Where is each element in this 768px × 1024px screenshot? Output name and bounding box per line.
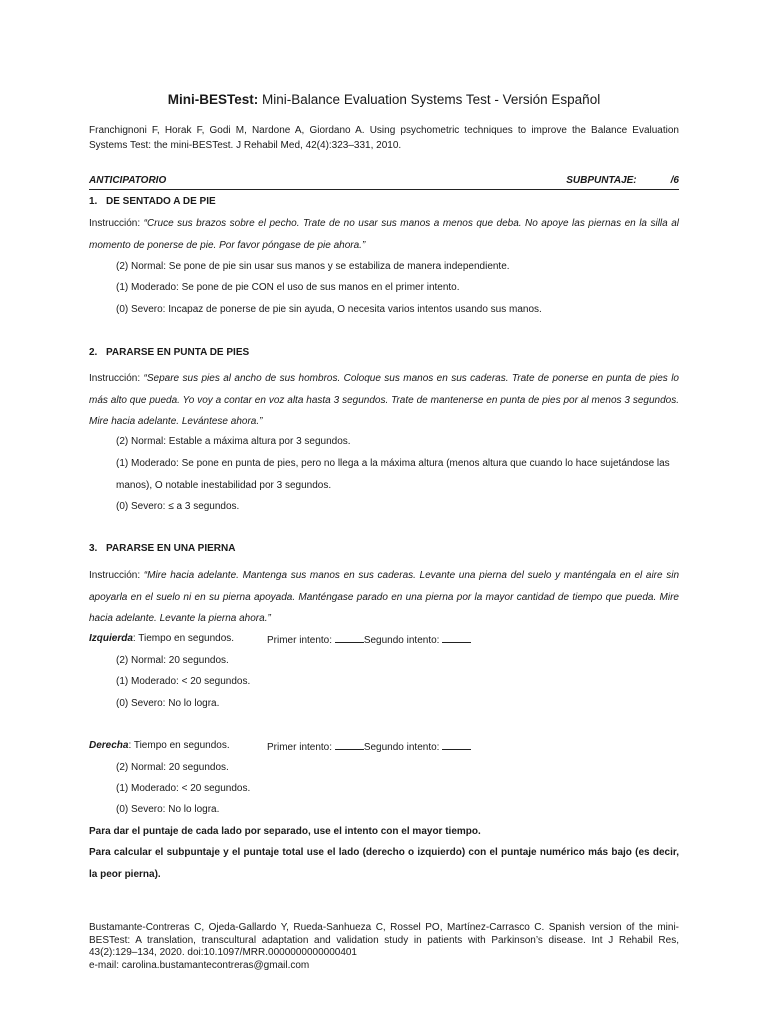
item-1-option-2: (2) Normal: Se pone de pie sin usar sus manos y se estabiliza de manera independiente. xyxy=(116,261,510,272)
left-first-attempt-field[interactable] xyxy=(335,633,364,643)
right-side-row: Derecha: Tiempo en segundos. Primer intento: Segundo intento: xyxy=(89,740,230,751)
item-2-title: 2. PARARSE EN PUNTA DE PIES xyxy=(89,347,250,358)
right-option-0: (0) Severo: No lo logra. xyxy=(116,804,220,815)
subscore-label: SUBPUNTAJE: xyxy=(566,175,637,186)
reference-citation: Franchignoni F, Horak F, Godi M, Nardone A, Giordano A. Using psychometric techniques to improve the Balance Evaluation Systems Test: the mini-BESTest. J Rehabil Med, 42(4):323–331, 2010. xyxy=(89,125,679,151)
footer-citation: Bustamante-Contreras C, Ojeda-Gallardo Y, Rueda-Sanhueza C, Rossel PO, Martínez-Carrasco C. Spanish version of the mini-BESTest: A translation, transcultural adaptation and validation study in patients with Parkinson’s disease. Int J Rehabil Res, 43(2):129–134, 2020. doi:10.1097/MRR.0000000000000401 xyxy=(89,922,679,958)
item-2-option-2: (2) Normal: Estable a máxima altura por 3 segundos. xyxy=(116,436,351,447)
subscore-max: /6 xyxy=(670,175,679,186)
note-per-side: Para dar el puntaje de cada lado por separado, use el intento con el mayor tiempo. xyxy=(89,826,481,837)
item-1-title: 1. DE SENTADO A DE PIE xyxy=(89,196,216,207)
subscore-field xyxy=(566,175,679,186)
item-3-title: 3. PARARSE EN UNA PIERNA xyxy=(89,543,236,554)
title-rest: Mini-Balance Evaluation Systems Test - Versión Español xyxy=(258,92,601,107)
right-first-attempt-field[interactable] xyxy=(335,740,364,750)
left-second-attempt-field[interactable] xyxy=(442,633,471,643)
left-side-label: Izquierda xyxy=(89,633,133,644)
item-2-option-0: (0) Severo: ≤ a 3 segundos. xyxy=(116,501,240,512)
left-option-2: (2) Normal: 20 segundos. xyxy=(116,655,229,666)
right-option-1: (1) Moderado: < 20 segundos. xyxy=(116,783,251,794)
right-option-2: (2) Normal: 20 segundos. xyxy=(116,762,229,773)
item-1-option-1: (1) Moderado: Se pone de pie CON el uso de sus manos en el primer intento. xyxy=(116,282,460,293)
item-1-option-0: (0) Severo: Incapaz de ponerse de pie sin ayuda, O necesita varios intentos usando sus manos. xyxy=(116,304,542,315)
section-header xyxy=(89,175,679,190)
note-subscore: Para calcular el subpuntaje y el puntaje total use el lado (derecho o izquierdo) con el puntaje numérico más bajo (es decir, la peor pierna). xyxy=(89,847,679,880)
footer xyxy=(89,922,679,972)
section-name: ANTICIPATORIO xyxy=(89,175,167,186)
document-title xyxy=(0,92,768,107)
title-bold: Mini-BESTest: xyxy=(167,92,259,107)
left-attempts: Primer intento: Segundo intento: xyxy=(267,633,471,646)
item-3-instruction: Instrucción: “Mire hacia adelante. Mantenga sus manos en sus caderas. Levante una pierna del suelo y manténgala en el aire sin apoyarla en el suelo ni en su pierna apoyada. Manténgase parado en una pierna por la mayor cantidad de tiempo que pueda. Mire hacia adelante. Levante la pierna ahora.” xyxy=(89,570,679,624)
item-2-instruction: Instrucción: “Separe sus pies al ancho de sus hombros. Coloque sus manos en sus caderas. Trate de ponerse en punta de pies lo más alto que pueda. Yo voy a contar en voz alta hasta 3 segundos. Trate de mantenerse en punta de pies por al menos 3 segundos. Mire hacia adelante. Levántese ahora.” xyxy=(89,373,679,427)
left-side-row: Izquierda: Tiempo en segundos. Primer intento: Segundo intento: xyxy=(89,633,234,644)
item-1-instruction: Instrucción: “Cruce sus brazos sobre el pecho. Trate de no usar sus manos a menos que deba. No apoye las piernas en la silla al momento de ponerse de pie. Por favor póngase de pie ahora.” xyxy=(89,218,679,251)
footer-email: e-mail: carolina.bustamantecontreras@gmail.com xyxy=(89,959,310,971)
right-second-attempt-field[interactable] xyxy=(442,740,471,750)
left-option-0: (0) Severo: No lo logra. xyxy=(116,698,220,709)
item-2-option-1: (1) Moderado: Se pone en punta de pies, pero no llega a la máxima altura (menos altura que cuando lo hace sujetándose las manos), O notable inestabilidad por 3 segundos. xyxy=(116,458,670,491)
right-attempts: Primer intento: Segundo intento: xyxy=(267,740,471,753)
right-side-label: Derecha xyxy=(89,740,129,751)
left-option-1: (1) Moderado: < 20 segundos. xyxy=(116,676,251,687)
